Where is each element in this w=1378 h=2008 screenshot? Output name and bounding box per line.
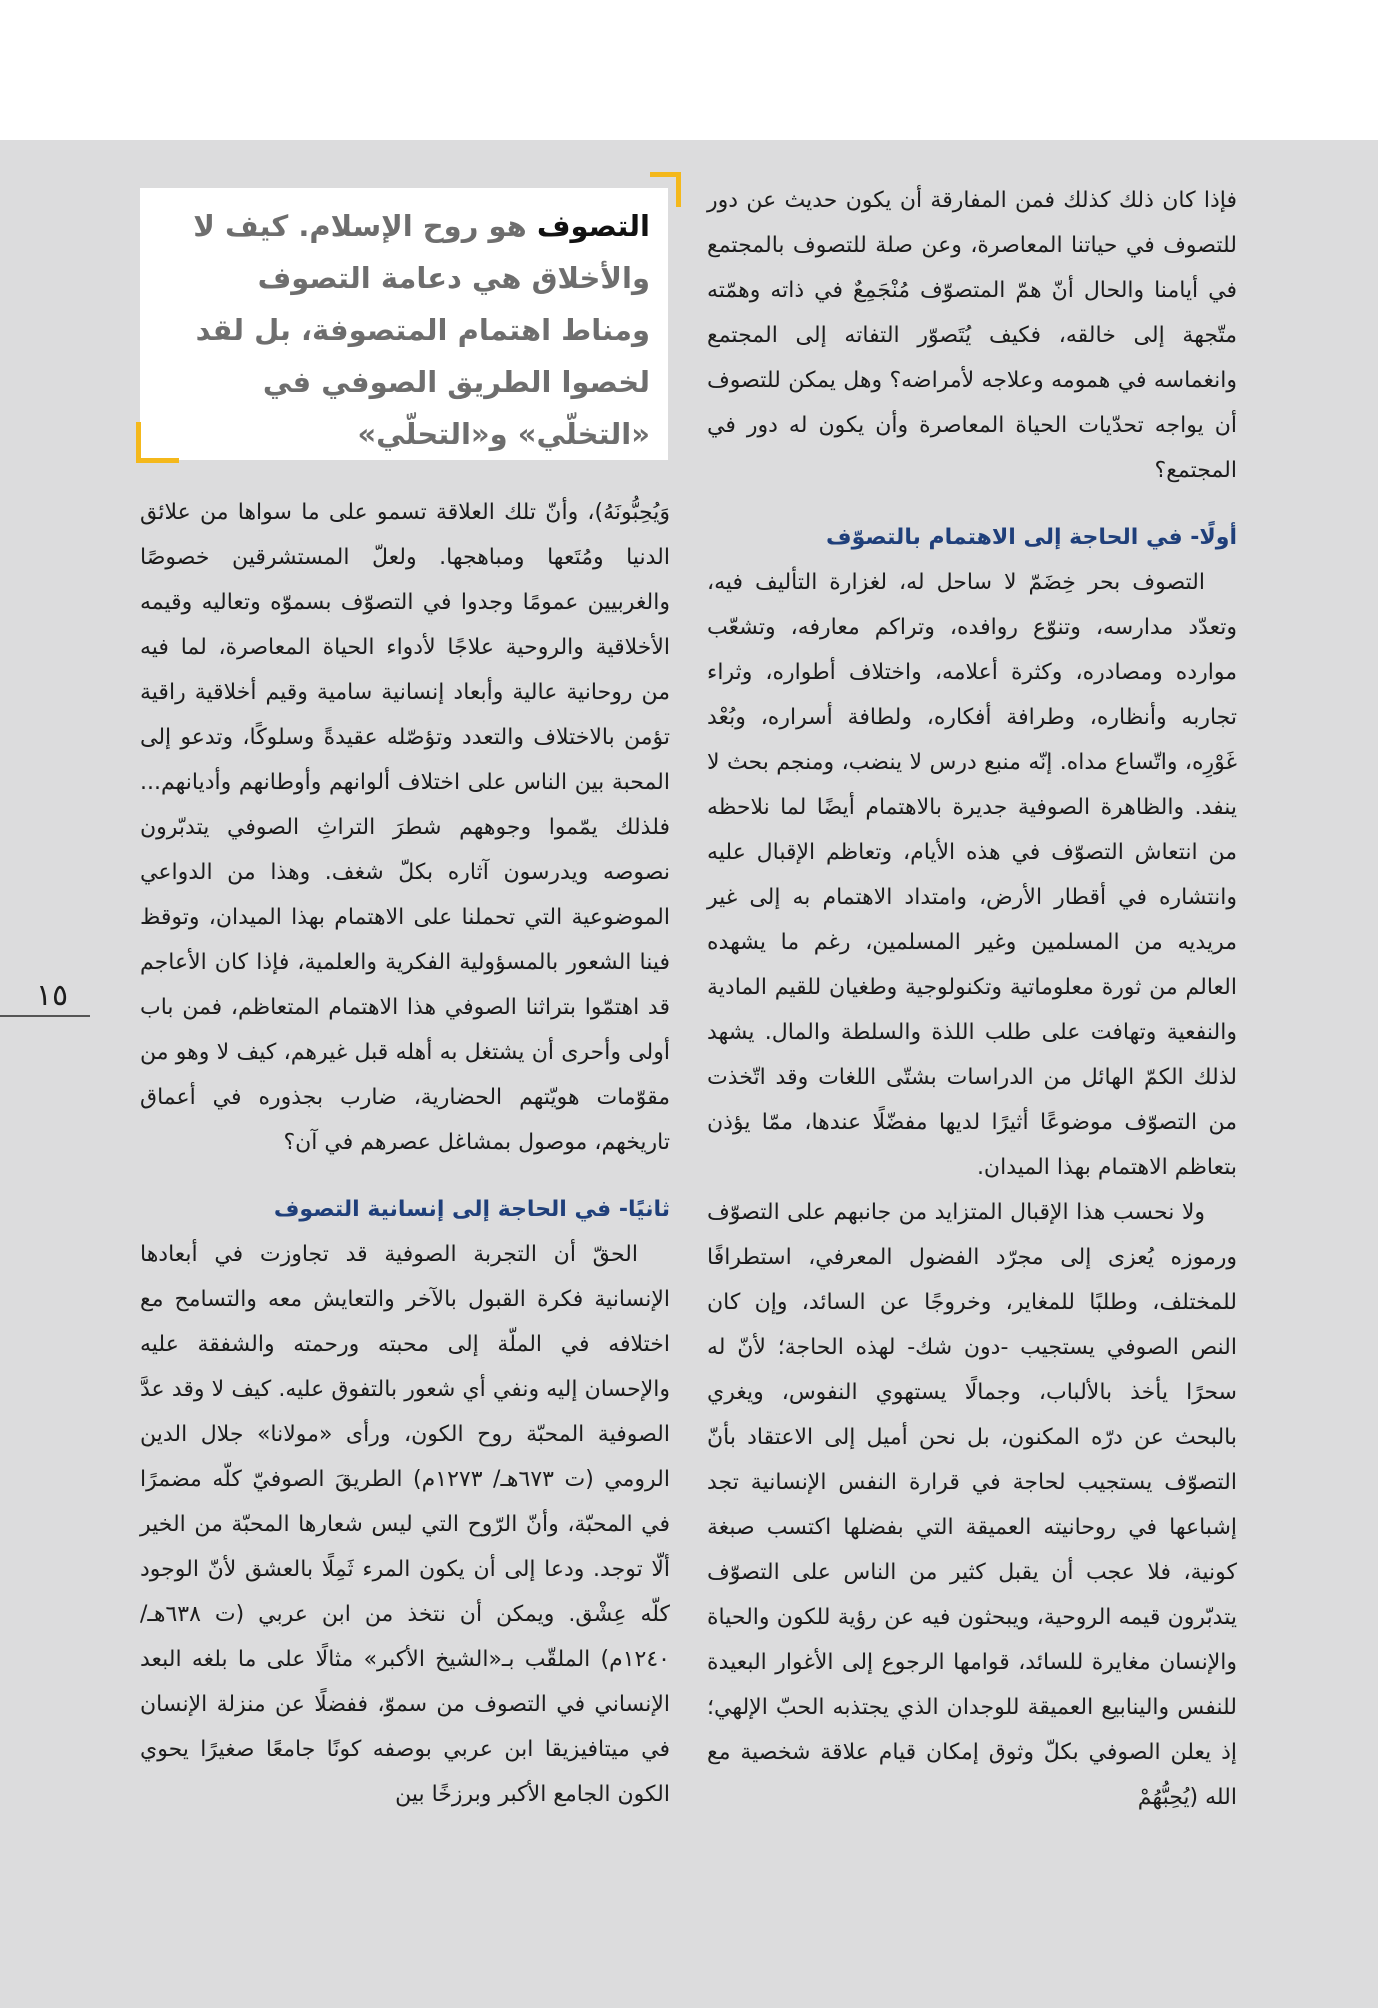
- page-number-rule: [0, 1015, 90, 1017]
- section-heading-1: أولًا- في الحاجة إلى الاهتمام بالتصوّف: [826, 525, 1237, 550]
- paragraph-1: التصوف بحر خِضَمّ لا ساحل له، لغزارة التأليف فيه، وتعدّد مدارسه، وتنوّع روافده، وتراكم معارفه، وتشعّب موارده ومصادره، وكثرة أعلامه، واختلاف أطواره، وثراء تجاربه وأنظاره، وطرافة أفكاره، ولطافة أسراره، وبُعْد غَوْرِه، واتّساع مداه. إنّه منبع درس لا ينضب، ومنجم بحث لا ينفد. والظاهرة الصوفية جديرة بالاهتمام أيضًا لما نلاحظه من انتعاش التصوّف في هذه الأيام، وتعاظم الإقبال عليه وانتشاره في أقطار الأرض، وامتداد الاهتمام به إلى غير مريديه من المسلمين وغير المسلمين، رغم ما يشهده العالم من ثورة معلوماتية وتكنولوجية وطغيان للقيم المادية والنفعية وتهافت على طلب اللذة والسلطة والمال. يشهد لذلك الكمّ الهائل من الدراسات بشتّى اللغات وقد اتّخذت من التصوّف موضوعًا أثيرًا لديها مفضّلًا عندها، ممّا يؤذن بتعاظم الاهتمام بهذا الميدان.: [707, 570, 1237, 1180]
- continuation-paragraph: وَيُحِبُّونَهُ)، وأنّ تلك العلاقة تسمو على ما سواها من علائق الدنيا ومُتَعها ومباهجها. ولعلّ المستشرقين خصوصًا والغربيين عمومًا وجدوا في التصوّف بسموّه وتعاليه وقيمه الأخلاقية والروحية علاجًا لأدواء الحياة المعاصرة، لما فيه من روحانية عالية وأبعاد إنسانية سامية وقيم أخلاقية راقية تؤمن بالاختلاف والتعدد وتؤصّله عقيدةً وسلوكًا، وتدعو إلى المحبة بين الناس على اختلاف ألوانهم وأوطانهم وأديانهم... فلذلك يمّموا وجوههم شطرَ التراثِ الصوفي يتدبّرون نصوصه ويدرسون آثاره بكلّ شغف. وهذا من الدواعي الموضوعية التي تحملنا على الاهتمام بهذا الميدان، وتوقظ فينا الشعور بالمسؤولية الفكرية والعلمية، فإذا كان الأعاجم قد اهتمّوا بتراثنا الصوفي هذا الاهتمام المتعاظم، فمن باب أولى وأحرى أن يشتغل به أهله قبل غيرهم، كيف لا وهو من مقوّمات هويّتهم الحضارية، ضارب بجذوره في أعماق تاريخهم، موصول بمشاغل عصرهم في آن؟: [140, 500, 670, 1155]
- section-heading-2: ثانيًا- في الحاجة إلى إنسانية التصوف: [273, 1197, 670, 1222]
- page-number: ١٥: [35, 978, 69, 1013]
- paragraph-3: الحقّ أن التجربة الصوفية قد تجاوزت في أبعادها الإنسانية فكرة القبول بالآخر والتعايش معه والتسامح مع اختلافه في الملّة إلى محبته ورحمته والشفقة عليه والإحسان إليه ونفي أي شعور بالتفوق عليه. كيف لا وقد عدَّ الصوفية المحبّة روح الكون، ورأى «مولانا» جلال الدين الرومي (ت ٦٧٣هـ/ ١٢٧٣م) الطريقَ الصوفيّ كلّه مضمرًا في المحبّة، وأنّ الرّوح التي ليس شعارها المحبّة من الخير ألّا توجد. ودعا إلى أن يكون المرء ثَمِلًا بالعشق لأنّ الوجود كلّه عِشْق. ويمكن أن نتخذ من ابن عربي (ت ٦٣٨هـ/ ١٢٤٠م) الملقّب بـ«الشيخ الأكبر» مثالًا على ما بلغه البعد الإنساني في التصوف من سموّ، ففضلًا عن منزلة الإنسان في ميتافيزيقا ابن عربي بوصفه كونًا جامعًا صغيرًا يحوي الكون الجامع الأكبر وبرزخًا بين: [140, 1242, 671, 1807]
- pull-quote: [140, 188, 668, 460]
- intro-paragraph: فإذا كان ذلك كذلك فمن المفارقة أن يكون حديث عن دور للتصوف في حياتنا المعاصرة، وعن صلة للتصوف بالمجتمع في أيامنا والحال أنّ همّ المتصوّف مُنْجَمِعٌ في ذاته وهمّته متّجهة إلى خالقه، فكيف يُتَصوّر التفاته إلى المجتمع وانغماسه في همومه وعلاجه لأمراضه؟ وهل يمكن للتصوف أن يواجه تحدّيات الحياة المعاصرة وأن يكون له دور في المجتمع؟: [707, 188, 1237, 483]
- pull-quote-keyword: التصوف: [536, 209, 650, 243]
- paragraph-2: ولا نحسب هذا الإقبال المتزايد من جانبهم على التصوّف ورموزه يُعزى إلى مجرّد الفضول المعرفي، استطرافًا للمختلف، وطلبًا للمغاير، وخروجًا عن السائد، وإن كان النص الصوفي يستجيب -دون شك- لهذه الحاجة؛ لأنّ له سحرًا يأخذ بالألباب، وجمالًا يستهوي النفوس، ويغري بالبحث عن درّه المكنون، بل نحن أميل إلى الاعتقاد بأنّ التصوّف يستجيب لحاجة في قرارة النفس الإنسانية تجد إشباعها في روحانيته العميقة التي بفضلها اكتسب صبغة كونية، فلا عجب أن يقبل كثير من الناس على التصوّف يتدبّرون قيمه الروحية، ويبحثون فيه عن رؤية للكون والحياة والإنسان مغايرة للسائد، قوامها الرجوع إلى الأغوار البعيدة للنفس والينابيع العميقة للوجدان الذي يجتذبه الحبّ الإلهي؛ إذ يعلن الصوفي بكلّ وثوق إمكان قيام علاقة شخصية مع الله (يُحِبُّهُمْ: [707, 1200, 1237, 1810]
- pull-quote-text: هو روح الإسلام. كيف لا والأخلاق هي دعامة التصوف ومناط اهتمام المتصوفة، بل لقد لخصوا الطريق الصوفي في «التخلّي» و«التحلّي»: [193, 209, 650, 451]
- quote-corner-bottom-left: [136, 422, 179, 463]
- right-column: [707, 178, 1237, 1820]
- left-column: [140, 490, 670, 1817]
